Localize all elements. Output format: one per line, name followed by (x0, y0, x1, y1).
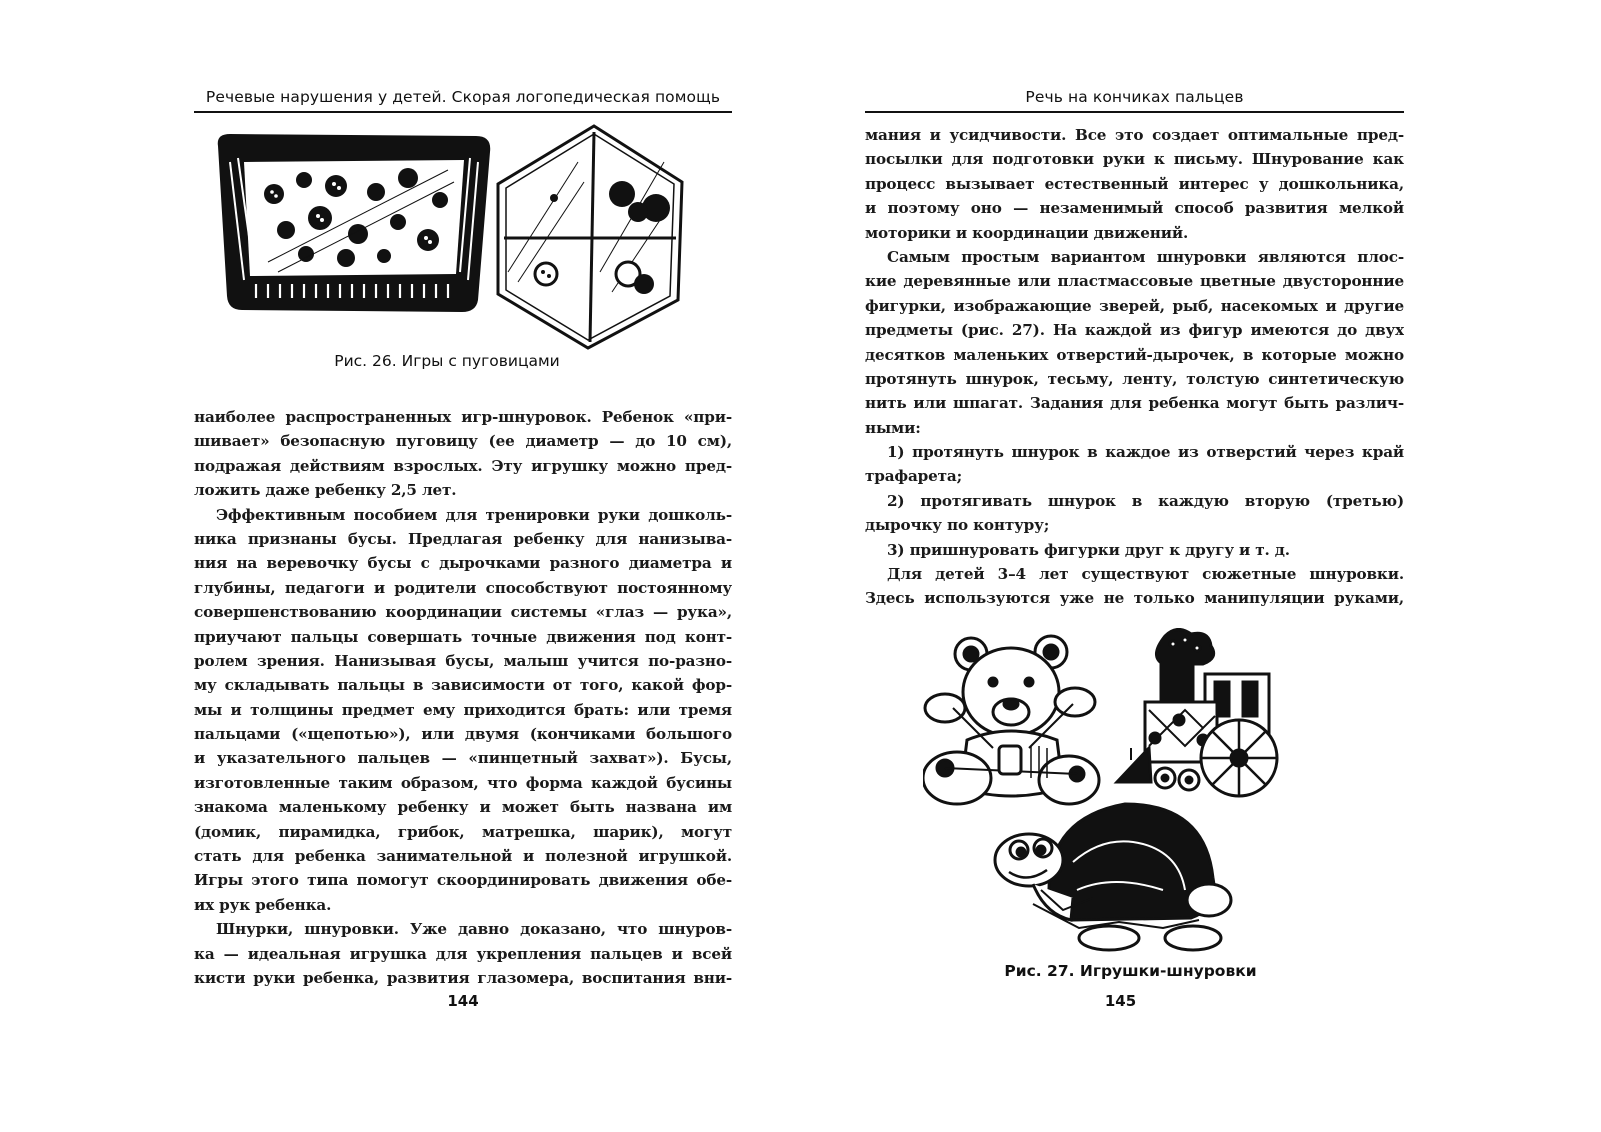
text-line: ния на веревочку бусы с дырочками разного диаметра и (194, 554, 732, 573)
text-line: знакома маленькому ребенку и может быть названа им (194, 798, 732, 817)
lacing-train-icon (1117, 629, 1277, 796)
text-line: Шнурки, шнуровки. Уже давно доказано, что шнуров- (216, 920, 732, 939)
text-line: Игры этого типа помогут скоординировать движения обе- (194, 871, 732, 890)
text-line: фигурки, изображающие зверей, рыб, насекомых и другие (865, 296, 1404, 315)
text-line: посылки для подготовки руки к письму. Шнурование как (865, 150, 1404, 169)
text-line: шивает» безопасную пуговицу (ее диаметр — до 10 см), (194, 432, 732, 451)
left-body-text (194, 405, 732, 990)
text-line: протянуть шнурок, тесьму, ленту, толстую синтетическую (865, 369, 1404, 388)
text-line: наиболее распространенных игр-шнуровок. Ребенок «при- (194, 408, 732, 426)
text-line: (домик, пирамидка, грибок, матрешка, шарик), могут (194, 822, 732, 841)
text-line: кисти руки ребенка, развития глазомера, воспитания вни- (194, 968, 732, 987)
text-line: ложить даже ребенку 2,5 лет. (194, 481, 457, 500)
text-line: му складывать пальцы в зависимости от того, какой фор- (194, 676, 732, 695)
running-head-right: Речь на кончиках пальцев (1025, 88, 1244, 106)
text-line: 2) протягивать шнурок в каждую вторую (третью) (887, 491, 1404, 510)
text-line: глубины, педагоги и родители способствуют постоянному (194, 578, 732, 597)
text-line: нить или шпагат. Задания для ребенка могут быть различ- (865, 394, 1404, 413)
text-line: Эффективным пособием для тренировки руки дошколь- (216, 505, 732, 524)
page-number-right: 145 (1104, 992, 1137, 1010)
figure-27-illustration (923, 628, 1343, 960)
run-in-heading: Шнурки, шнуровки. (216, 920, 399, 939)
left-page (194, 0, 732, 1132)
text-line: и указательного пальцев — «пинцетный захват»). Бусы, (194, 749, 732, 768)
text-line: ника признаны бусы. Предлагая ребенку для нанизыва- (194, 529, 732, 548)
button-hexagon-icon (498, 126, 682, 348)
text-line: дырочку по контуру; (865, 516, 1050, 535)
text-line: трафарета; (865, 467, 963, 486)
text-line: 3) пришнуровать фигурки друг к другу и т. д. (887, 540, 1290, 559)
right-body-text (865, 123, 1404, 611)
text-line: Здесь используются уже не только манипуляции руками, (865, 589, 1404, 608)
text-line: мания и усидчивости. Все это создает оптимальные пред- (865, 126, 1404, 144)
text-line: подражая действиям взрослых. Эту игрушку можно пред- (194, 456, 732, 475)
text-line: приучают пальцы совершать точные движения под конт- (194, 627, 732, 646)
lacing-bear-icon (923, 636, 1099, 804)
text-line: ка — идеальная игрушка для укрепления пальцев и всей (194, 944, 732, 963)
figure-26-caption: Рис. 26. Игры с пуговицами (334, 352, 560, 370)
running-head-left: Речевые нарушения у детей. Скорая логопедическая помощь (205, 88, 721, 106)
button-tray-icon (218, 134, 490, 312)
text-line: предметы (рис. 27). На каждой из фигур имеются до двух (865, 321, 1404, 340)
text-line: десятков маленьких отверстий-дырочек, в которые можно (865, 345, 1404, 364)
text-line: процесс вызывает естественный интерес у дошкольника, (865, 174, 1404, 193)
figure-26-illustration (208, 122, 708, 354)
page-number-left: 144 (447, 992, 479, 1010)
right-page (865, 0, 1404, 1132)
text-line: Самым простым вариантом шнуровки являются плос- (887, 247, 1404, 266)
text-line: кие деревянные или пластмассовые цветные двусторонние (865, 272, 1404, 291)
text-line: 1) протянуть шнурок в каждое из отверстий через край (887, 443, 1404, 462)
lacing-turtle-icon (995, 804, 1231, 950)
text-line: Для детей 3–4 лет существуют сюжетные шнуровки. (887, 565, 1404, 584)
text-line: моторики и координации движений. (865, 223, 1189, 242)
text-line: ными: (865, 418, 921, 437)
text-line: изготовленные таким образом, что форма каждой бусины (194, 773, 732, 792)
text-line: стать для ребенка занимательной и полезной игрушкой. (194, 847, 732, 866)
figure-27-caption: Рис. 27. Игрушки-шнуровки (1004, 962, 1257, 980)
header-rule-left (194, 111, 732, 113)
text-line: и поэтому оно — незаменимый способ развития мелкой (865, 199, 1404, 218)
text-line: пальцами («щепотью»), или двумя (кончиками большого (194, 725, 732, 744)
header-rule-right (865, 111, 1404, 113)
text-line: ролем зрения. Нанизывая бусы, малыш учится по-разно- (194, 651, 732, 670)
text-line: мы и толщины предмет ему приходится брать: или тремя (194, 700, 732, 719)
text-line: их рук ребенка. (194, 895, 332, 914)
text-line: совершенствованию координации системы «глаз — рука», (194, 603, 732, 622)
